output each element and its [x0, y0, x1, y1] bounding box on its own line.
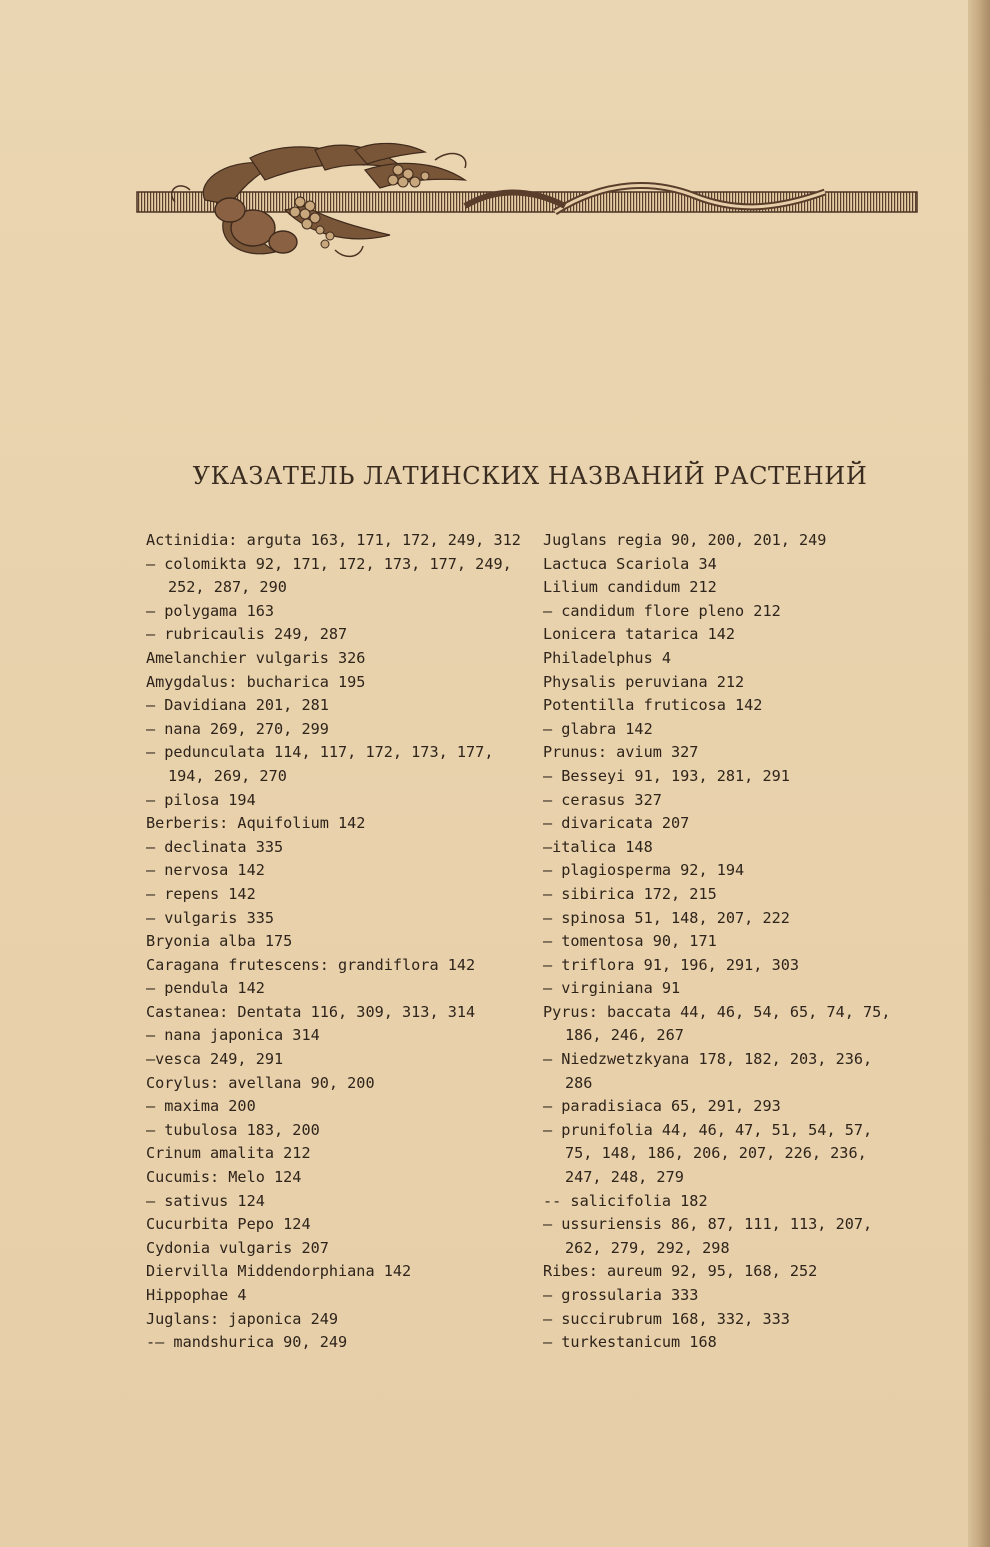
index-entry: — tubulosa 183, 200: [146, 1120, 320, 1139]
index-entry: — glabra 142: [543, 719, 653, 738]
index-entry: — nana japonica 314: [146, 1026, 320, 1045]
index-entry: Physalis peruviana 212: [543, 672, 745, 691]
index-entry: — pedunculata 114, 117, 172, 173, 177,: [146, 743, 494, 762]
page-title: УКАЗАТЕЛЬ ЛАТИНСКИХ НАЗВАНИЙ РАСТЕНИЙ: [192, 462, 868, 490]
index-entry: Cydonia vulgaris 207: [146, 1238, 329, 1257]
index-entry: — succirubrum 168, 332, 333: [543, 1309, 790, 1328]
index-entry: 194, 269, 270: [168, 766, 287, 785]
index-entry: — candidum flore pleno 212: [543, 601, 781, 620]
index-entry: Diervilla Middendorphiana 142: [146, 1262, 412, 1281]
index-entry: 262, 279, 292, 298: [565, 1238, 730, 1257]
floral-ornament-headpiece: [135, 140, 920, 265]
index-entry: —vesca 249, 291: [146, 1050, 284, 1069]
index-entry: — paradisiaca 65, 291, 293: [543, 1097, 781, 1116]
index-entry: -- salicifolia 182: [543, 1191, 708, 1210]
index-entry: — plagiosperma 92, 194: [543, 861, 745, 880]
index-entry: Potentilla fruticosa 142: [543, 696, 763, 715]
index-entry: 286: [565, 1073, 593, 1092]
index-entry: Bryonia alba 175: [146, 932, 293, 951]
index-entry: — cerasus 327: [543, 790, 662, 809]
index-entry: Lactuca Scariola 34: [543, 554, 717, 573]
index-entry: Corylus: avellana 90, 200: [146, 1073, 375, 1092]
index-entry: 252, 287, 290: [168, 578, 287, 597]
index-entry: — tomentosa 90, 171: [543, 932, 717, 951]
index-entry: —italica 148: [543, 837, 653, 856]
index-entry: Lilium candidum 212: [543, 578, 717, 597]
index-entry: 186, 246, 267: [565, 1026, 684, 1045]
index-entry: — triflora 91, 196, 291, 303: [543, 955, 800, 974]
index-entry: — colomikta 92, 171, 172, 173, 177, 249,: [146, 554, 512, 573]
index-entry: Lonicera tatarica 142: [543, 625, 736, 644]
index-entry: — Besseyi 91, 193, 281, 291: [543, 766, 790, 785]
index-column-left: [146, 529, 521, 1355]
index-entry: Juglans: japonica 249: [146, 1309, 339, 1328]
index-entry: — vulgaris 335: [146, 908, 275, 927]
index-entry: — sativus 124: [146, 1191, 265, 1210]
index-entry: — Niedzwetzkyana 178, 182, 203, 236,: [543, 1050, 873, 1069]
index-entry: Juglans regia 90, 200, 201, 249: [543, 531, 827, 549]
index-entry: Berberis: Aquifolium 142: [146, 814, 366, 833]
index-entry: 247, 248, 279: [565, 1168, 684, 1187]
index-entry: Philadelphus 4: [543, 648, 672, 667]
index-entry: — Davidiana 201, 281: [146, 696, 329, 715]
index-entry: — rubricaulis 249, 287: [146, 625, 348, 644]
index-entry: Hippophae 4: [146, 1286, 247, 1304]
index-entry: — pendula 142: [146, 979, 265, 998]
index-entry: -— mandshurica 90, 249: [146, 1333, 348, 1352]
index-entry: — ussuriensis 86, 87, 111, 113, 207,: [543, 1215, 873, 1234]
index-entry: — prunifolia 44, 46, 47, 51, 54, 57,: [543, 1120, 873, 1139]
index-entry: Prunus: avium 327: [543, 743, 699, 762]
index-entry: — polygama 163: [146, 601, 275, 620]
index-entry: — spinosa 51, 148, 207, 222: [543, 908, 790, 927]
index-entry: — grossularia 333: [543, 1286, 699, 1304]
index-entry: Castanea: Dentata 116, 309, 313, 314: [146, 1002, 476, 1021]
index-entry: Cucumis: Melo 124: [146, 1168, 302, 1187]
index-entry: — pilosa 194: [146, 790, 256, 809]
page-edge-shadow: [968, 0, 990, 1547]
index-entry: — sibirica 172, 215: [543, 884, 717, 903]
index-entry: Amygdalus: bucharica 195: [146, 672, 366, 691]
index-entry: Cucurbita Pepo 124: [146, 1215, 311, 1234]
index-entry: Amelanchier vulgaris 326: [146, 648, 366, 667]
index-entry: Caragana frutescens: grandiflora 142: [146, 955, 476, 974]
index-entry: — maxima 200: [146, 1097, 256, 1116]
index-entry: Crinum amalita 212: [146, 1144, 311, 1163]
index-entry: Ribes: aureum 92, 95, 168, 252: [543, 1262, 818, 1281]
index-entry: — virginiana 91: [543, 979, 681, 998]
index-column-right: [543, 529, 923, 1355]
index-entry: — divaricata 207: [543, 814, 690, 833]
index-entry: — declinata 335: [146, 837, 284, 856]
index-entry: — turkestanicum 168: [543, 1333, 717, 1352]
index-entry: — repens 142: [146, 884, 256, 903]
index-entry: — nervosa 142: [146, 861, 265, 880]
index-entry: Actinidia: arguta 163, 171, 172, 249, 312: [146, 531, 521, 549]
index-entry: 75, 148, 186, 206, 207, 226, 236,: [565, 1144, 867, 1163]
index-entry: — nana 269, 270, 299: [146, 719, 329, 738]
index-entry: Pyrus: baccata 44, 46, 54, 65, 74, 75,: [543, 1002, 891, 1021]
